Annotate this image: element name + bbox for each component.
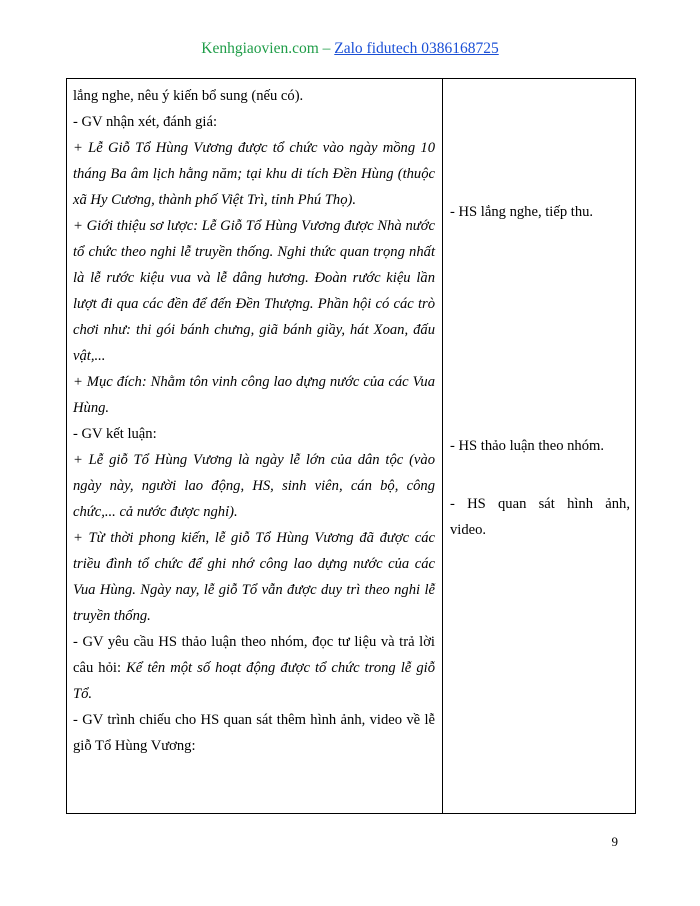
discussion-question: Kể tên một số hoạt động được tổ chức trong lễ giỗ Tổ. (73, 660, 435, 702)
student-activity: - HS lắng nghe, tiếp thu. (450, 204, 594, 220)
student-activity: - HS quan sát hình ảnh, video. (450, 496, 630, 538)
page-header (0, 40, 700, 58)
zalo-link[interactable]: Zalo fidutech 0386168725 (334, 40, 499, 57)
left-paragraph: + Mục đích: Nhằm tôn vinh công lao dựng nước của các Vua Hùng. (73, 374, 435, 416)
column-divider (442, 79, 443, 813)
left-paragraph: + Giới thiệu sơ lược: Lễ Giỗ Tổ Hùng Vương được Nhà nước tổ chức theo nghi lễ truyền thống. Nghi thức quan trọng nhất là lễ rước kiệu vua và lễ dâng hương. Đoàn rước kiệu lần lượt đi qua các đền để đến Đền Thượng. Phần hội có các trò chơi như: thi gói bánh chưng, giã bánh giầy, hát Xoan, đấu vật,... (73, 218, 435, 364)
lesson-table (66, 78, 636, 814)
left-paragraph: - GV trình chiếu cho HS quan sát thêm hình ảnh, video về lễ giỗ Tổ Hùng Vương: (73, 712, 435, 754)
discussion-paragraph (73, 629, 435, 707)
left-paragraph: - GV kết luận: (73, 426, 157, 442)
left-paragraph: + Lễ giỗ Tổ Hùng Vương là ngày lễ lớn của dân tộc (vào ngày này, người lao động, HS, sinh viên, cán bộ, công chức,... cả nước được nghỉ). (73, 452, 435, 520)
left-paragraph: + Lễ Giỗ Tổ Hùng Vương được tổ chức vào ngày mồng 10 tháng Ba âm lịch hằng năm; tại khu di tích Đền Hùng (thuộc xã Hy Cương, thành phố Việt Trì, tỉnh Phú Thọ). (73, 140, 435, 208)
discussion-prefix: - GV yêu cầu HS thảo luận theo nhóm, đọc tư liệu và trả lời câu hỏi: (73, 634, 435, 676)
left-paragraph: + Từ thời phong kiến, lễ giỗ Tổ Hùng Vương đã được các triều đình tổ chức để ghi nhớ công lao dựng nước của các Vua Hùng. Ngày nay, lễ giỗ Tổ vẫn được duy trì theo nghi lễ truyền thống. (73, 530, 435, 624)
student-activity: - HS thảo luận theo nhóm. (450, 438, 605, 454)
left-paragraph: lắng nghe, nêu ý kiến bổ sung (nếu có). (73, 88, 304, 104)
site-name: Kenhgiaovien.com – (201, 40, 335, 57)
teacher-activities-column (73, 83, 435, 759)
page-number: 9 (611, 834, 618, 849)
left-paragraph: - GV nhận xét, đánh giá: (73, 114, 218, 130)
